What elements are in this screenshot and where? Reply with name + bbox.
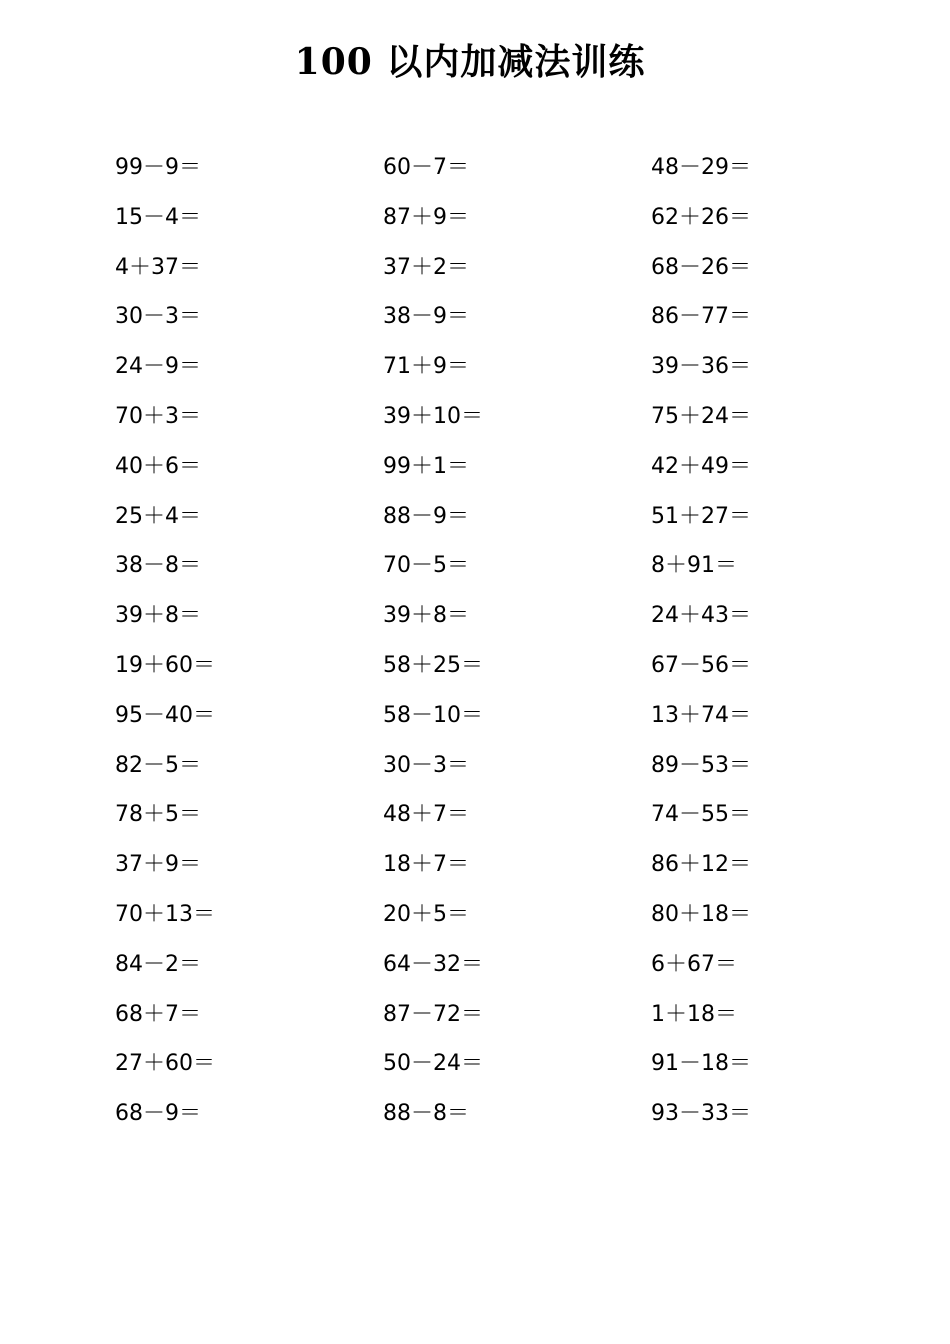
problem: 37＋9＝ [115,852,201,878]
problem: 64－32＝ [383,951,483,977]
problem: 68－26＝ [651,254,751,280]
problem: 27＋60＝ [115,1051,215,1077]
problem: 95－40＝ [115,702,215,728]
problem: 24－9＝ [115,354,201,380]
problem: 74－55＝ [651,802,751,828]
problem: 30－3＝ [383,752,469,778]
problem: 82－5＝ [115,752,201,778]
problem: 86－77＝ [651,304,751,330]
problem: 86＋12＝ [651,852,751,878]
problem: 80＋18＝ [651,901,751,927]
problem: 88－9＝ [383,503,469,529]
problem: 39＋8＝ [115,603,201,629]
page-title: 100 以内加减法训练 [294,41,646,83]
problem: 87－72＝ [383,1001,483,1027]
problem: 39＋10＝ [383,403,483,429]
problem: 39＋8＝ [383,603,469,629]
problem: 38－9＝ [383,304,469,330]
problem: 89－53＝ [651,752,751,778]
problem: 78＋5＝ [115,802,201,828]
problem: 60－7＝ [383,155,469,180]
problem: 75＋24＝ [651,403,751,429]
problem: 93－33＝ [651,1101,751,1127]
problem: 70－5＝ [383,553,469,579]
problem: 70＋13＝ [115,901,215,927]
problem: 48＋7＝ [383,802,469,828]
problem: 8＋91＝ [651,553,737,579]
problem: 42＋49＝ [651,453,751,479]
problem: 13＋74＝ [651,702,751,728]
problem: 4＋37＝ [115,254,201,280]
problem: 91－18＝ [651,1051,751,1077]
problem: 1＋18＝ [651,1001,737,1027]
problem: 6＋67＝ [651,951,737,977]
problem: 24＋43＝ [651,603,751,629]
problem: 84－2＝ [115,951,201,977]
problem: 71＋9＝ [383,354,469,380]
problem: 18＋7＝ [383,852,469,878]
problem: 30－3＝ [115,304,201,330]
problem: 67－56＝ [651,652,751,678]
problem: 50－24＝ [383,1051,483,1077]
problem: 20＋5＝ [383,901,469,927]
problem: 99＋1＝ [383,453,469,479]
problem: 68－9＝ [115,1101,201,1127]
problem: 38－8＝ [115,553,201,579]
problem: 25＋4＝ [115,503,201,529]
problem: 99－9＝ [115,155,201,180]
problem-grid [115,148,915,1144]
problem: 58－10＝ [383,702,483,728]
problem: 40＋6＝ [115,453,201,479]
problem: 39－36＝ [651,354,751,380]
problem: 68＋7＝ [115,1001,201,1027]
problem: 87＋9＝ [383,204,469,230]
problem: 70＋3＝ [115,403,201,429]
problem: 48－29＝ [651,155,751,180]
problem: 88－8＝ [383,1101,469,1127]
problem: 62＋26＝ [651,204,751,230]
problem: 19＋60＝ [115,652,215,678]
problem: 58＋25＝ [383,652,483,678]
problem: 37＋2＝ [383,254,469,280]
problem: 51＋27＝ [651,503,751,529]
problem: 15－4＝ [115,204,201,230]
